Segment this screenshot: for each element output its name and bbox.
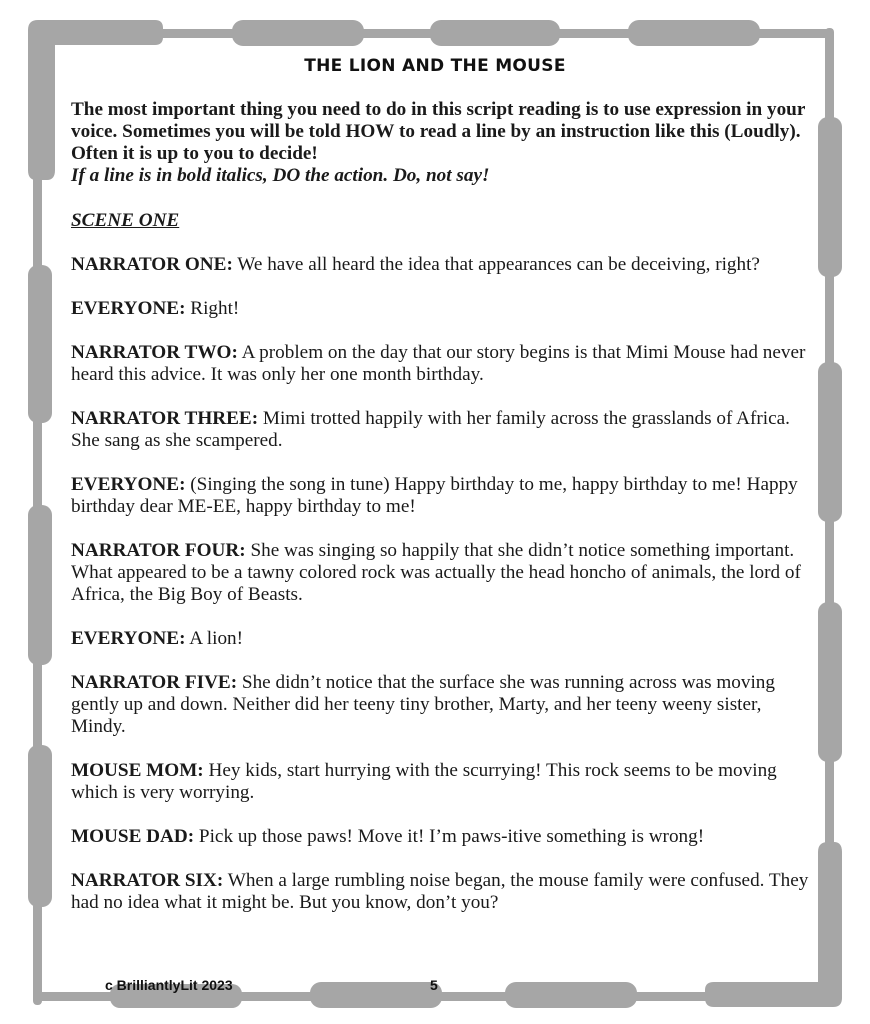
speaker-name: EVERYONE: <box>71 474 186 495</box>
script-line <box>71 540 816 606</box>
speaker-name: NARRATOR ONE: <box>71 254 233 275</box>
speaker-name: MOUSE DAD: <box>71 826 195 847</box>
dialogue-text: We have all heard the idea that appearances can be deceiving, right? <box>232 254 760 275</box>
scene-heading: SCENE ONE <box>71 210 180 231</box>
speaker-name: MOUSE MOM: <box>71 760 204 781</box>
dialogue-text: Pick up those paws! Move it! I’m paws-itive something is wrong! <box>194 826 705 847</box>
speaker-name: EVERYONE: <box>71 298 186 319</box>
script-line <box>71 342 816 386</box>
script-content <box>71 99 816 914</box>
instructions-italic-note: If a line is in bold italics, DO the action. Do, not say! <box>71 165 490 186</box>
speaker-name: NARRATOR THREE: <box>71 408 259 429</box>
script-line <box>71 672 816 738</box>
page-title: THE LION AND THE MOUSE <box>304 56 566 76</box>
instructions-text: The most important thing you need to do in this script reading is to use expression in your voice. Sometimes you will be told HOW to read a line by an instruction like this (Loudly). Often it is up to you to decide! <box>71 99 806 164</box>
speaker-name: EVERYONE: <box>71 628 186 649</box>
dialogue-text: A problem on the day that our story begins is that Mimi Mouse had never heard this advice. It was only her one month birthday. <box>71 342 806 385</box>
dialogue-text: (Singing the song in tune) Happy birthday to me, happy birthday to me! Happy birthday dear ME-EE, happy birthday to me! <box>71 474 798 517</box>
script-line <box>71 760 816 804</box>
speaker-name: NARRATOR TWO: <box>71 342 238 363</box>
speaker-name: NARRATOR SIX: <box>71 870 224 891</box>
speaker-name: NARRATOR FOUR: <box>71 540 246 561</box>
dialogue-text: She didn’t notice that the surface she was running across was moving gently up and down. Neither did her teeny tiny brother, Marty, and her teeny weeny sister, Mindy. <box>71 672 775 737</box>
script-line <box>71 298 816 320</box>
copyright-footer: c BrilliantlyLit 2023 <box>105 977 233 993</box>
dialogue-text: Mimi trotted happily with her family across the grasslands of Africa. She sang as she scampered. <box>71 408 790 451</box>
script-line <box>71 408 816 452</box>
dialogue-text: Right! <box>185 298 240 319</box>
dialogue-text: A lion! <box>185 628 244 649</box>
script-line <box>71 474 816 518</box>
page-number: 5 <box>430 977 438 993</box>
speaker-name: NARRATOR FIVE: <box>71 672 238 693</box>
script-line <box>71 870 816 914</box>
script-line <box>71 826 816 848</box>
script-line <box>71 628 816 650</box>
script-line <box>71 254 816 276</box>
dialogue-text: Hey kids, start hurrying with the scurrying! This rock seems to be moving which is very worrying. <box>71 760 777 803</box>
instructions-paragraph <box>71 99 816 187</box>
dialogue-text: She was singing so happily that she didn’t notice something important. What appeared to be a tawny colored rock was actually the head honcho of animals, the lord of Africa, the Big Boy of Beasts. <box>71 540 801 605</box>
dialogue-text: When a large rumbling noise began, the mouse family were confused. They had no idea what it might be. But you know, don’t you? <box>71 870 809 913</box>
